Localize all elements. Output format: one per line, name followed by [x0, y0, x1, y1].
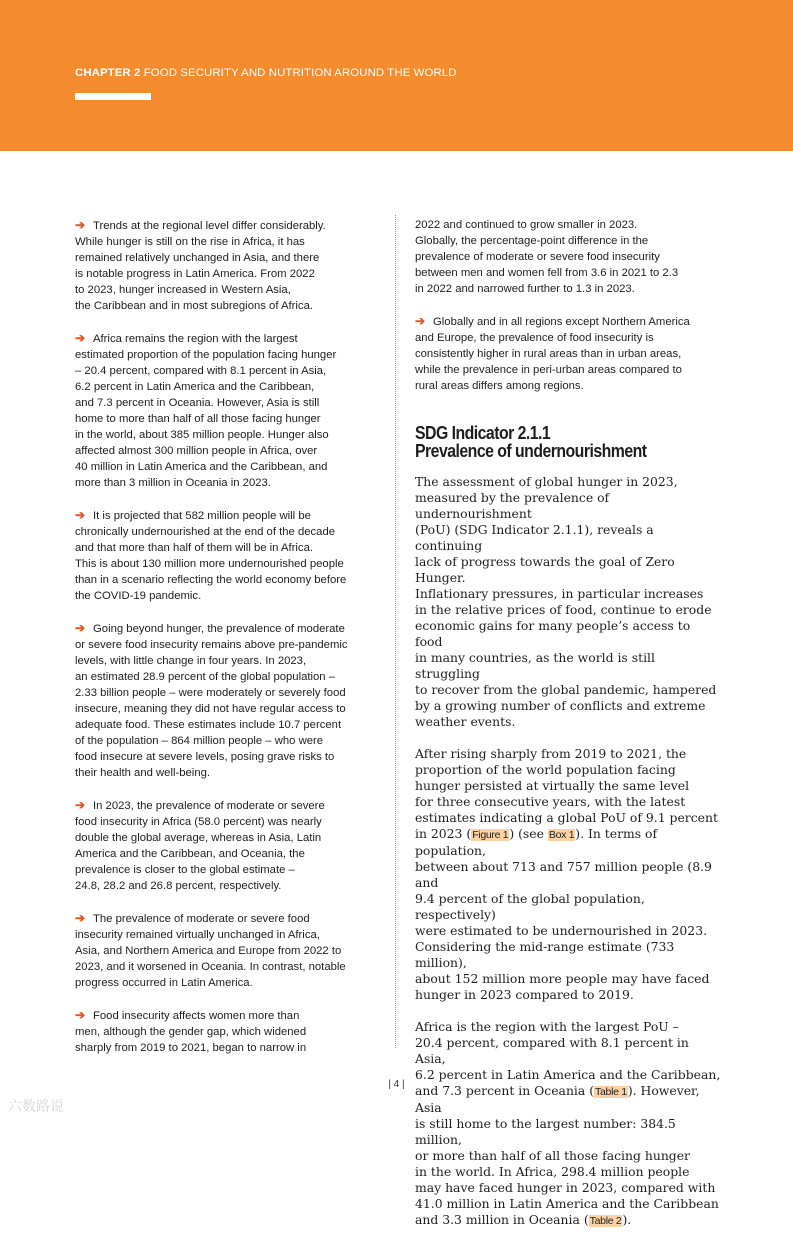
arrow-right-icon: ➔ — [75, 621, 86, 635]
body-paragraph-1: The assessment of global hunger in 2023, measured by the prevalence of undernourishment (PoU) (SDG Indicator 2.1.1), reveals a continuing lack of progress towards the goal of Zero Hunger. Inflationary pressures, in particular increases in the relative prices of food, continue to erode economic gains for many people’s access to food in many countries, as the world is still struggling to recover from the global pandemic, hampered by a growing number of conflicts and extreme weather events. — [415, 474, 717, 729]
key-message-1 — [75, 217, 375, 314]
chapter-title: FOOD SECURITY AND NUTRITION AROUND THE WORLD — [143, 67, 457, 79]
header-band — [0, 0, 793, 151]
key-message-text: In 2023, the prevalence of moderate or severe food insecurity in Africa (58.0 percent) was nearly double the global average, whereas in Asia, Latin America and the Caribbean, and Oceania, the prevalence is closer to the global estimate – 24.8, 28.2 and 26.8 percent, respectively. — [75, 800, 325, 892]
arrow-right-icon: ➔ — [75, 331, 86, 345]
chapter-underline — [75, 93, 151, 100]
key-message-text: It is projected that 582 million people will be chronically undernourished at the end of the decade and that more than half of them will be in Africa. This is about 130 million more undernourished people than in a scenario reflecting the world economy before the COVID-19 pandemic. — [75, 510, 347, 602]
section-title — [415, 424, 684, 460]
arrow-right-icon: ➔ — [415, 314, 426, 328]
key-message-text: Africa remains the region with the largest estimated proportion of the population facing hunger – 20.4 percent, compared with 8.1 percent in Asia, 6.2 percent in Latin America and the Caribbean, and 7.3 percent in Oceania. However, Asia is still home to more than half of all those facing hunger in the world, about 385 million people. Hunger also affected almost 300 million people in Africa, over 40 million in Latin America and the Caribbean, and more than 3 million in Oceania in 2023. — [75, 333, 337, 489]
key-message-continuation: 2022 and continued to grow smaller in 2023. Globally, the percentage-point difference in the prevalence of moderate or severe food insecurity between men and women fell from 3.6 in 2021 to 2.3 in 2022 and narrowed further to 1.3 in 2023. — [415, 219, 679, 295]
key-message-5 — [75, 797, 375, 894]
chapter-heading — [75, 67, 457, 79]
figure-1-link[interactable]: Figure 1 — [472, 829, 509, 841]
arrow-right-icon: ➔ — [75, 798, 86, 812]
column-divider — [395, 215, 396, 1048]
paragraph-text: ). In terms of population, between about 713 and 757 million people (8.9 and 9.4 percent of the global population, respectively) were estimated to be undernourished in 2023. Considering the mid-range estimate (733 million), about 152 million more people may have faced hunger in 2023 compared to 2019. — [415, 826, 712, 1002]
chapter-label: CHAPTER 2 — [75, 67, 141, 79]
key-message-2 — [75, 330, 375, 491]
key-message-3 — [75, 507, 375, 604]
key-message-7 — [75, 1007, 375, 1056]
key-message-text: Globally and in all regions except Northern America and Europe, the prevalence of food insecurity is consistently higher in rural areas than in urban areas, while the prevalence in peri-urban areas compared to rural areas differs among regions. — [415, 316, 690, 392]
section-title-line-1: SDG Indicator 2.1.1 — [415, 423, 551, 443]
body-paragraph-3 — [415, 1019, 721, 1229]
left-column — [75, 217, 375, 1072]
arrow-right-icon: ➔ — [75, 911, 86, 925]
paragraph-text: Africa is the region with the largest PoU – 20.4 percent, compared with 8.1 percent in Asia, 6.2 percent in Latin America and the Caribbean, and 7.3 percent in Oceania ( — [415, 1019, 721, 1098]
key-message-text: The prevalence of moderate or severe food insecurity remained virtually unchanged in Africa, Asia, and Northern America and Europe from 2022 to 2023, and it worsened in Oceania. In contrast, notable progress occurred in Latin America. — [75, 913, 346, 989]
body-paragraph-2 — [415, 746, 721, 1003]
watermark: 六数路说 — [8, 1099, 64, 1115]
box-1-link[interactable]: Box 1 — [548, 829, 575, 841]
page-number: | 4 | — [388, 1079, 405, 1090]
section-title-line-2: Prevalence of undernourishment — [415, 441, 647, 461]
paragraph-text: ). However, Asia is still home to the largest number: 384.5 million, or more than half of all those facing hunger in the world. In Africa, 298.4 million people may have faced hunger in 2023, compared with 41.0 million in Latin America and the Caribbean and 3.3 million in Oceania ( — [415, 1083, 719, 1227]
key-message-text: Food insecurity affects women more than men, although the gender gap, which widened sharply from 2019 to 2021, began to narrow in — [75, 1010, 307, 1054]
paragraph-text: ). — [622, 1212, 632, 1227]
paragraph-text: After rising sharply from 2019 to 2021, the proportion of the world population facing hunger persisted at virtually the same level for three consecutive years, with the latest estimates indicating a global PoU of 9.1 percent in 2023 ( — [415, 746, 718, 841]
arrow-right-icon: ➔ — [75, 1008, 86, 1022]
key-message-4 — [75, 620, 375, 781]
key-message-6 — [75, 910, 375, 991]
arrow-right-icon: ➔ — [75, 218, 86, 232]
key-message-8 — [415, 313, 721, 394]
table-1-link[interactable]: Table 1 — [595, 1086, 627, 1098]
right-column — [415, 217, 721, 1245]
key-message-text: Trends at the regional level differ considerably. While hunger is still on the rise in Africa, it has remained relatively unchanged in Asia, and there is notable progress in Latin America. From 2022 to 2023, hunger increased in Western Asia, the Caribbean and in most subregions of Africa. — [75, 220, 326, 312]
paragraph-text: ) (see — [509, 826, 548, 841]
table-2-link[interactable]: Table 2 — [589, 1215, 622, 1227]
key-message-text: Going beyond hunger, the prevalence of moderate or severe food insecurity remains above pre-pandemic levels, with little change in four years. In 2023, an estimated 28.9 percent of the global population – 2.33 billion people – were moderately or severely food insecure, meaning they did not have regular access to adequate food. These estimates include 10.7 percent of the population – 864 million people – who were food insecure at severe levels, posing grave risks to their health and well-being. — [75, 623, 348, 779]
arrow-right-icon: ➔ — [75, 508, 86, 522]
